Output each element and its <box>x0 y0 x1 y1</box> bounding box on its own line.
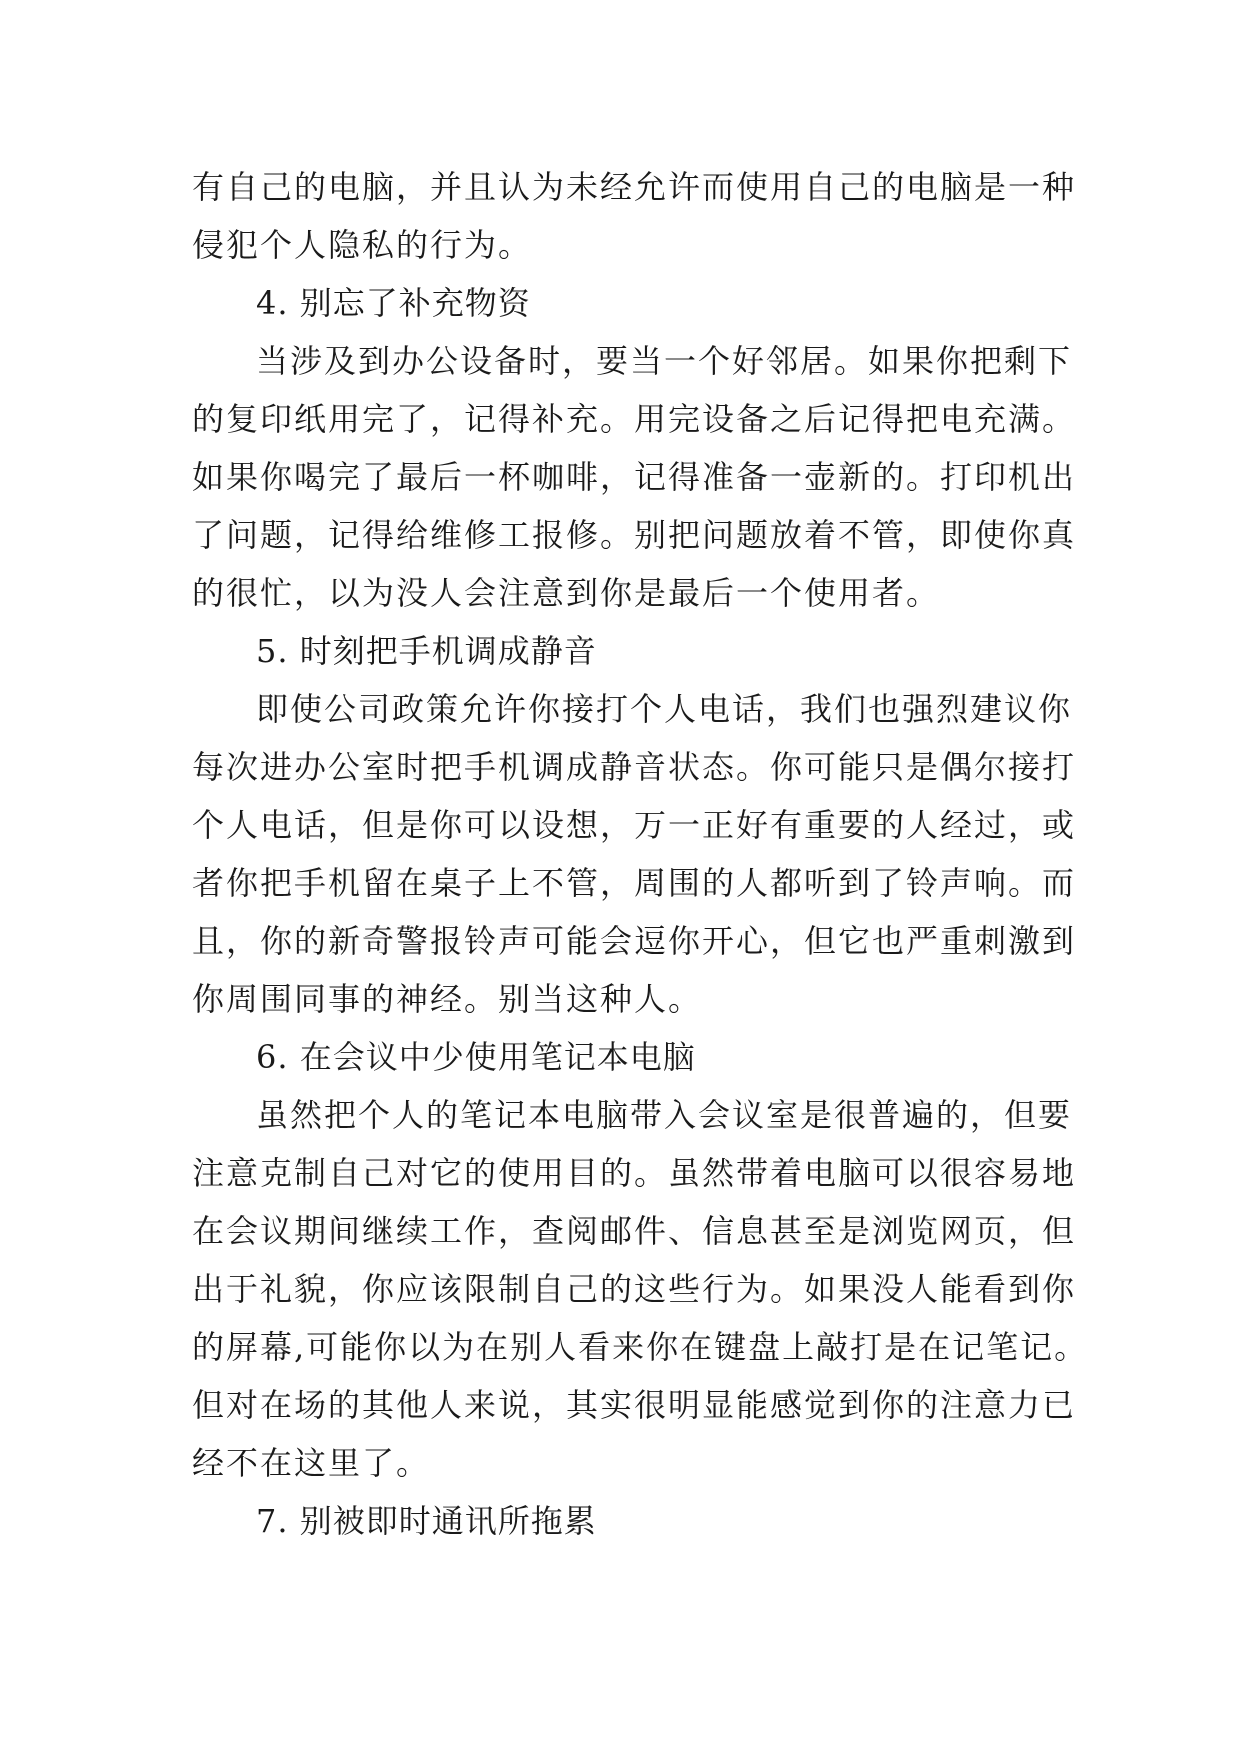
paragraph-line: 你周围同事的神经。别当这种人。 <box>192 980 703 1018</box>
paragraph-line: 有自己的电脑，并且认为未经允许而使用自己的电脑是一种 <box>192 168 1077 206</box>
section-heading: 4. 别忘了补充物资 <box>256 284 531 322</box>
paragraph-line: 注意克制自己对它的使用目的。虽然带着电脑可以很容易地 <box>192 1154 1077 1192</box>
paragraph-line: 但对在场的其他人来说，其实很明显能感觉到你的注意力已 <box>192 1386 1077 1424</box>
paragraph-line: 了问题，记得给维修工报修。别把问题放着不管，即使你真 <box>192 516 1077 554</box>
paragraph-line: 的屏幕,可能你以为在别人看来你在键盘上敲打是在记笔记。 <box>192 1328 1089 1366</box>
paragraph-line: 者你把手机留在桌子上不管，周围的人都听到了铃声响。而 <box>192 864 1077 902</box>
paragraph-line: 每次进办公室时把手机调成静音状态。你可能只是偶尔接打 <box>192 748 1077 786</box>
paragraph-line: 且，你的新奇警报铃声可能会逗你开心，但它也严重刺激到 <box>192 922 1077 960</box>
paragraph-line: 当涉及到办公设备时，要当一个好邻居。如果你把剩下 <box>256 342 1073 380</box>
paragraph-line: 如果你喝完了最后一杯咖啡，记得准备一壶新的。打印机出 <box>192 458 1077 496</box>
paragraph-line: 侵犯个人隐私的行为。 <box>192 226 533 264</box>
paragraph-line: 虽然把个人的笔记本电脑带入会议室是很普遍的，但要 <box>256 1096 1073 1134</box>
section-heading: 7. 别被即时通讯所拖累 <box>256 1502 597 1540</box>
section-heading: 6. 在会议中少使用笔记本电脑 <box>256 1038 696 1076</box>
paragraph-line: 在会议期间继续工作，查阅邮件、信息甚至是浏览网页，但 <box>192 1212 1077 1250</box>
paragraph-line: 即使公司政策允许你接打个人电话，我们也强烈建议你 <box>256 690 1073 728</box>
paragraph-line: 的很忙，以为没人会注意到你是最后一个使用者。 <box>192 574 941 612</box>
paragraph-line: 个人电话，但是你可以设想，万一正好有重要的人经过，或 <box>192 806 1077 844</box>
paragraph-line: 经不在这里了。 <box>192 1444 431 1482</box>
paragraph-line: 出于礼貌，你应该限制自己的这些行为。如果没人能看到你 <box>192 1270 1077 1308</box>
paragraph-line: 的复印纸用完了，记得补充。用完设备之后记得把电充满。 <box>192 400 1077 438</box>
section-heading: 5. 时刻把手机调成静音 <box>256 632 597 670</box>
